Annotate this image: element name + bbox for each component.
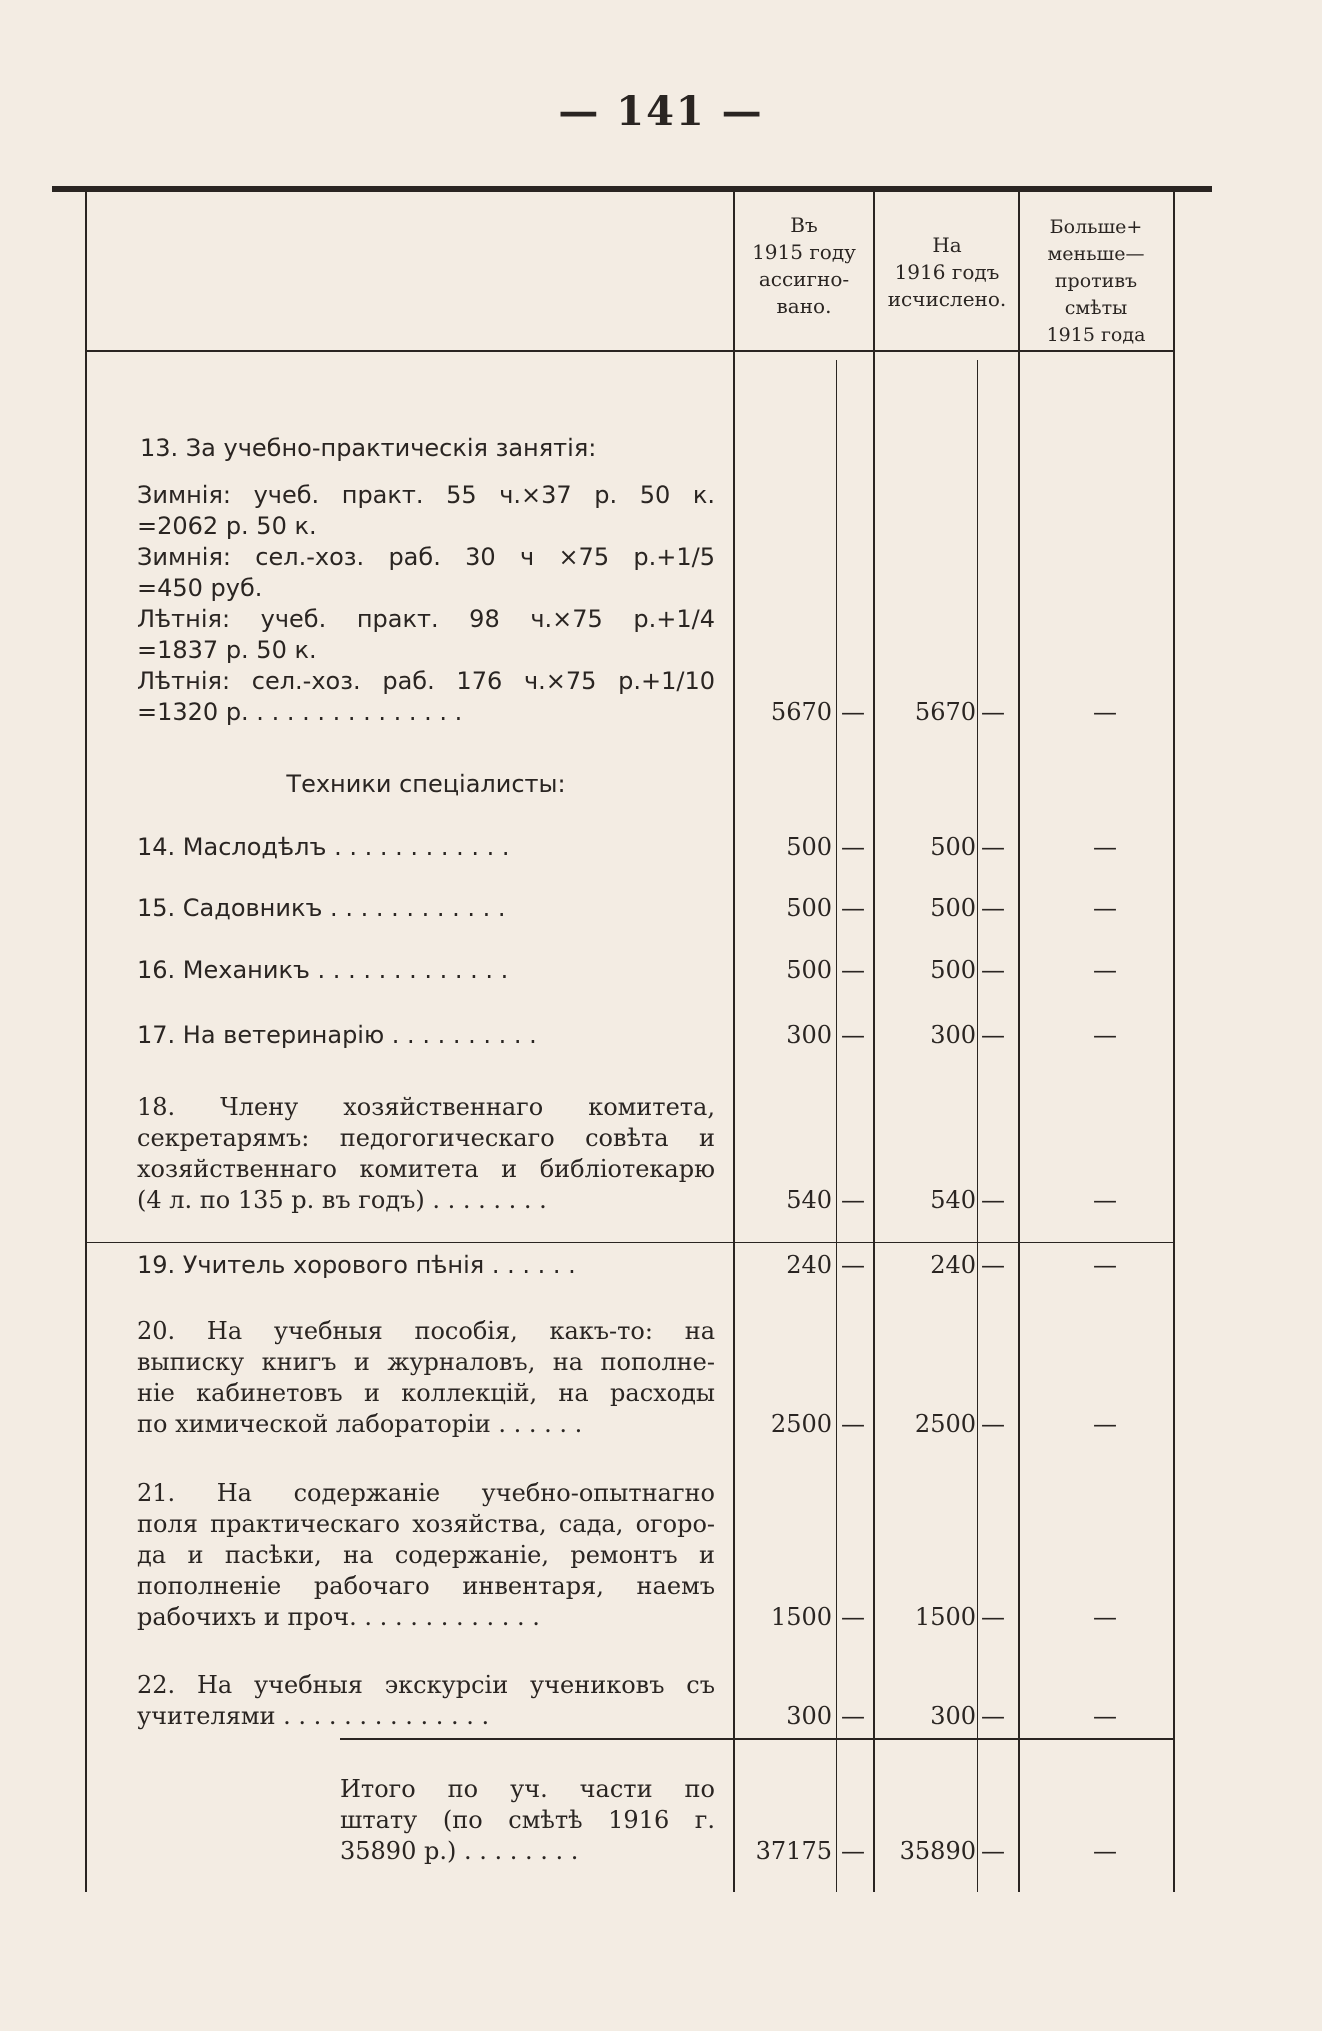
row-22: 22. На учебныя экскурсіи учениковъ съ учителями . . . . . . . . . . . . . .: [137, 1671, 715, 1730]
row-14: 14. Маслодѣлъ . . . . . . . . . . . .: [137, 833, 510, 861]
dash: —: [841, 1186, 865, 1214]
total-rule: [340, 1738, 1175, 1740]
table-border-right: [1173, 192, 1175, 1892]
header-bottom-rule: [85, 350, 1173, 352]
total-1915: 37175: [755, 1837, 832, 1865]
dash: —: [841, 894, 865, 922]
value-1915: 300: [786, 1021, 832, 1049]
header-1915: Въ 1915 году ассигно- вано.: [752, 213, 856, 318]
header-1916: На 1916 годъ исчислено.: [887, 233, 1007, 311]
value-1916: 1500: [914, 1603, 976, 1631]
row-15: 15. Садовникъ . . . . . . . . . . . .: [137, 894, 506, 922]
value-difference: —: [1093, 1186, 1117, 1214]
total-1916: 35890: [899, 1837, 976, 1865]
value-1915: 540: [786, 1186, 832, 1214]
row-13-title: 13. За учебно-практическія занятія:: [140, 434, 597, 462]
dash: —: [981, 1702, 1005, 1730]
value-1915: 5670: [770, 698, 832, 726]
value-1915: 1500: [770, 1603, 832, 1631]
value-1916: 500: [930, 956, 976, 984]
dash: —: [841, 1603, 865, 1631]
value-difference: —: [1093, 1021, 1117, 1049]
value-1916: 2500: [914, 1410, 976, 1438]
dash: —: [981, 1603, 1005, 1631]
value-difference: —: [1093, 1410, 1117, 1438]
value-difference: —: [1093, 698, 1117, 726]
value-difference: —: [1093, 1702, 1117, 1730]
dash: —: [981, 1251, 1005, 1279]
section-subheading: Техники спеціалисты:: [286, 770, 566, 798]
row-13-details: Зимнія: учеб. практ. 55 ч.×37 р. 50 к. =2062 р. 50 к. Зимнія: сел.-хоз. раб. 30 ч ×75 р.+1/5 =450 руб. Лѣтнія: учеб. практ. 98 ч.×75 р.+1/4 =1837 р. 50 к. Лѣтнія: сел.-хоз. раб. 176 ч.×75 р.+1/10 =1320 р. . . . . . . . . . . . . . .: [137, 481, 715, 726]
subcolumn-divider: [836, 360, 837, 1892]
row-21: 21. На содержаніе учебно-опытнагно поля практическаго хозяйства, сада, огоро- да и пасѣки, на содержаніе, ремонтъ и пополненіе рабочаго инвентаря, наемъ рабочихъ и проч. . . . . . . . . . . . .: [137, 1479, 715, 1631]
value-difference: —: [1093, 956, 1117, 984]
dash: —: [981, 1837, 1005, 1865]
dash: —: [841, 1702, 865, 1730]
value-1916: 300: [930, 1702, 976, 1730]
value-1916: 5670: [914, 698, 976, 726]
table-top-rule: [52, 186, 1212, 192]
value-difference: —: [1093, 833, 1117, 861]
total-difference: —: [1093, 1837, 1117, 1865]
subcolumn-divider: [977, 360, 978, 1892]
header-difference: Больше+ меньше— противъ смѣты 1915 года: [1046, 216, 1146, 346]
dash: —: [981, 1021, 1005, 1049]
dash: —: [841, 1410, 865, 1438]
value-difference: —: [1093, 1251, 1117, 1279]
value-1916: 540: [930, 1186, 976, 1214]
dash: —: [841, 833, 865, 861]
column-divider: [1018, 192, 1020, 1892]
page-number: — 141 —: [558, 88, 764, 135]
dash: —: [841, 1837, 865, 1865]
row-18: 18. Члену хозяйственнаго комитета, секретарямъ: педогогическаго совѣта и хозяйственнаго комитета и библіотекарю (4 л. по 135 р. въ годъ) . . . . . . . .: [137, 1093, 715, 1214]
value-difference: —: [1093, 1603, 1117, 1631]
dash: —: [841, 1251, 865, 1279]
column-divider: [873, 192, 875, 1892]
table-border-left: [85, 192, 87, 1892]
value-1915: 500: [786, 894, 832, 922]
value-1915: 500: [786, 833, 832, 861]
value-1915: 300: [786, 1702, 832, 1730]
dash: —: [981, 1186, 1005, 1214]
value-difference: —: [1093, 894, 1117, 922]
dash: —: [981, 698, 1005, 726]
row-20: 20. На учебныя пособія, какъ-то: на выписку книгъ и журналовъ, на пополне- ніе кабинетовъ и коллекцій, на расходы по химической лабораторіи . . . . . .: [137, 1317, 715, 1438]
dash: —: [841, 956, 865, 984]
value-1915: 240: [786, 1251, 832, 1279]
value-1916: 240: [930, 1251, 976, 1279]
row-separator: [85, 1242, 1173, 1243]
row-17: 17. На ветеринарію . . . . . . . . . .: [137, 1021, 537, 1049]
row-19: 19. Учитель хорового пѣнія . . . . . .: [137, 1251, 576, 1279]
total-label: Итого по уч. части по штату (по смѣтѣ 1916 г. 35890 р.) . . . . . . . .: [340, 1775, 715, 1865]
value-1916: 500: [930, 833, 976, 861]
dash: —: [981, 956, 1005, 984]
value-1916: 500: [930, 894, 976, 922]
row-16: 16. Механикъ . . . . . . . . . . . . .: [137, 956, 509, 984]
dash: —: [841, 698, 865, 726]
value-1915: 2500: [770, 1410, 832, 1438]
value-1916: 300: [930, 1021, 976, 1049]
dash: —: [981, 833, 1005, 861]
dash: —: [981, 894, 1005, 922]
dash: —: [841, 1021, 865, 1049]
column-divider: [733, 192, 735, 1892]
dash: —: [981, 1410, 1005, 1438]
value-1915: 500: [786, 956, 832, 984]
